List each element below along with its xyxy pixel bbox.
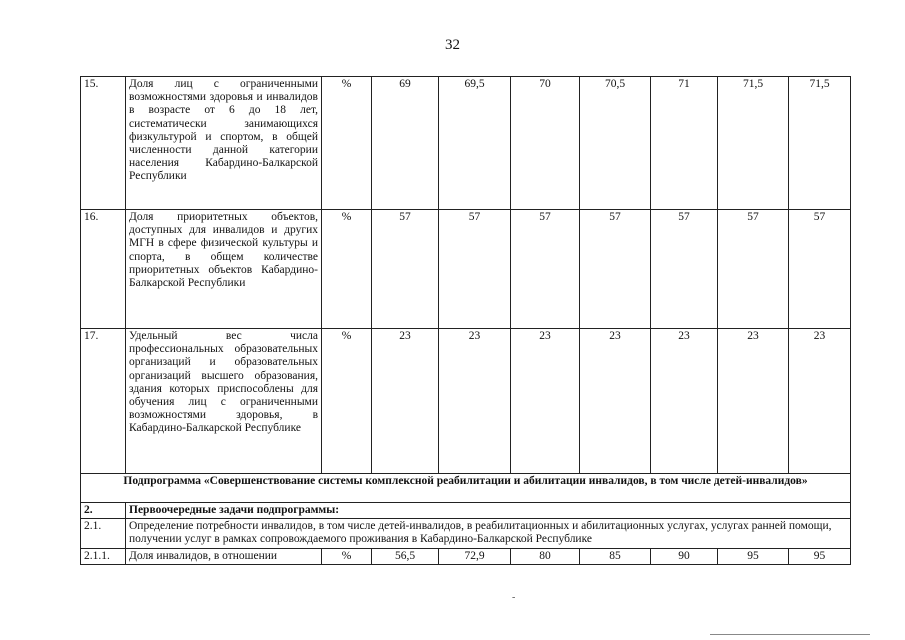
value-cell: 69,5 — [439, 77, 511, 210]
value-cell: 80 — [511, 548, 580, 564]
row-number: 15. — [81, 77, 126, 210]
indicator-name: Доля лиц с ограниченными возможностями здоровья и инвалидов в возрасте от 6 до 18 лет, систематически занимающихся физкультурой и спортом, в общей численности данной категории населения Кабардино-Балкарской Республики — [126, 77, 322, 210]
indicator-name: Доля инвалидов, в отношении — [126, 548, 322, 564]
value-cell: 70,5 — [580, 77, 651, 210]
row-number: 2.1.1. — [81, 548, 126, 564]
task-number: 2. — [81, 503, 126, 519]
table-row — [81, 548, 851, 564]
value-cell: 23 — [372, 329, 439, 474]
value-cell: 23 — [789, 329, 851, 474]
value-cell: 23 — [718, 329, 789, 474]
value-cell: 57 — [718, 210, 789, 329]
indicator-name: Доля приоритетных объектов, доступных для инвалидов и других МГН в сфере физической культуры и спорта, в общем количестве приоритетных объектов Кабардино-Балкарской Республики — [126, 210, 322, 329]
value-cell: 70 — [511, 77, 580, 210]
value-cell: 23 — [439, 329, 511, 474]
value-cell: 72,9 — [439, 548, 511, 564]
value-cell: 57 — [439, 210, 511, 329]
table-row — [81, 329, 851, 474]
value-cell: 71,5 — [789, 77, 851, 210]
value-cell: 57 — [580, 210, 651, 329]
row-number: 16. — [81, 210, 126, 329]
table-row — [81, 210, 851, 329]
value-cell: 85 — [580, 548, 651, 564]
value-cell: 23 — [651, 329, 718, 474]
value-cell: 23 — [511, 329, 580, 474]
value-cell: 71 — [651, 77, 718, 210]
value-cell: 57 — [511, 210, 580, 329]
value-cell: 57 — [651, 210, 718, 329]
unit-cell: % — [322, 548, 372, 564]
indicator-name: Удельный вес числа профессиональных образовательных организаций и образовательных организаций высшего образования, здания которых приспособлены для обучения лиц с ограниченными возможностями здоровья, в Кабардино-Балкарской Республике — [126, 329, 322, 474]
subprogram-title: Подпрограмма «Совершенствование системы комплексной реабилитации и абилитации инвалидов, в том числе детей-инвалидов» — [81, 474, 851, 503]
task-text: Определение потребности инвалидов, в том числе детей-инвалидов, в реабилитационных и абилитационных услугах, услугах ранней помощи, получении услуг в рамках сопровождаемого проживания в Кабардино-Балкарской Республике — [126, 519, 851, 548]
table-row — [81, 77, 851, 210]
value-cell: 95 — [789, 548, 851, 564]
unit-cell: % — [322, 329, 372, 474]
unit-cell: % — [322, 77, 372, 210]
subprogram-row — [81, 474, 851, 503]
value-cell: 95 — [718, 548, 789, 564]
value-cell: 71,5 — [718, 77, 789, 210]
footer-line — [710, 634, 870, 635]
value-cell: 57 — [372, 210, 439, 329]
task-row — [81, 519, 851, 548]
value-cell: 23 — [580, 329, 651, 474]
task-number: 2.1. — [81, 519, 126, 548]
value-cell: 69 — [372, 77, 439, 210]
unit-cell: % — [322, 210, 372, 329]
stray-mark: - — [512, 592, 516, 603]
indicators-table — [80, 76, 851, 565]
value-cell: 56,5 — [372, 548, 439, 564]
task-label: Первоочередные задачи подпрограммы: — [126, 503, 851, 519]
value-cell: 57 — [789, 210, 851, 329]
page-number: 32 — [445, 37, 460, 53]
task-row — [81, 503, 851, 519]
value-cell: 90 — [651, 548, 718, 564]
row-number: 17. — [81, 329, 126, 474]
